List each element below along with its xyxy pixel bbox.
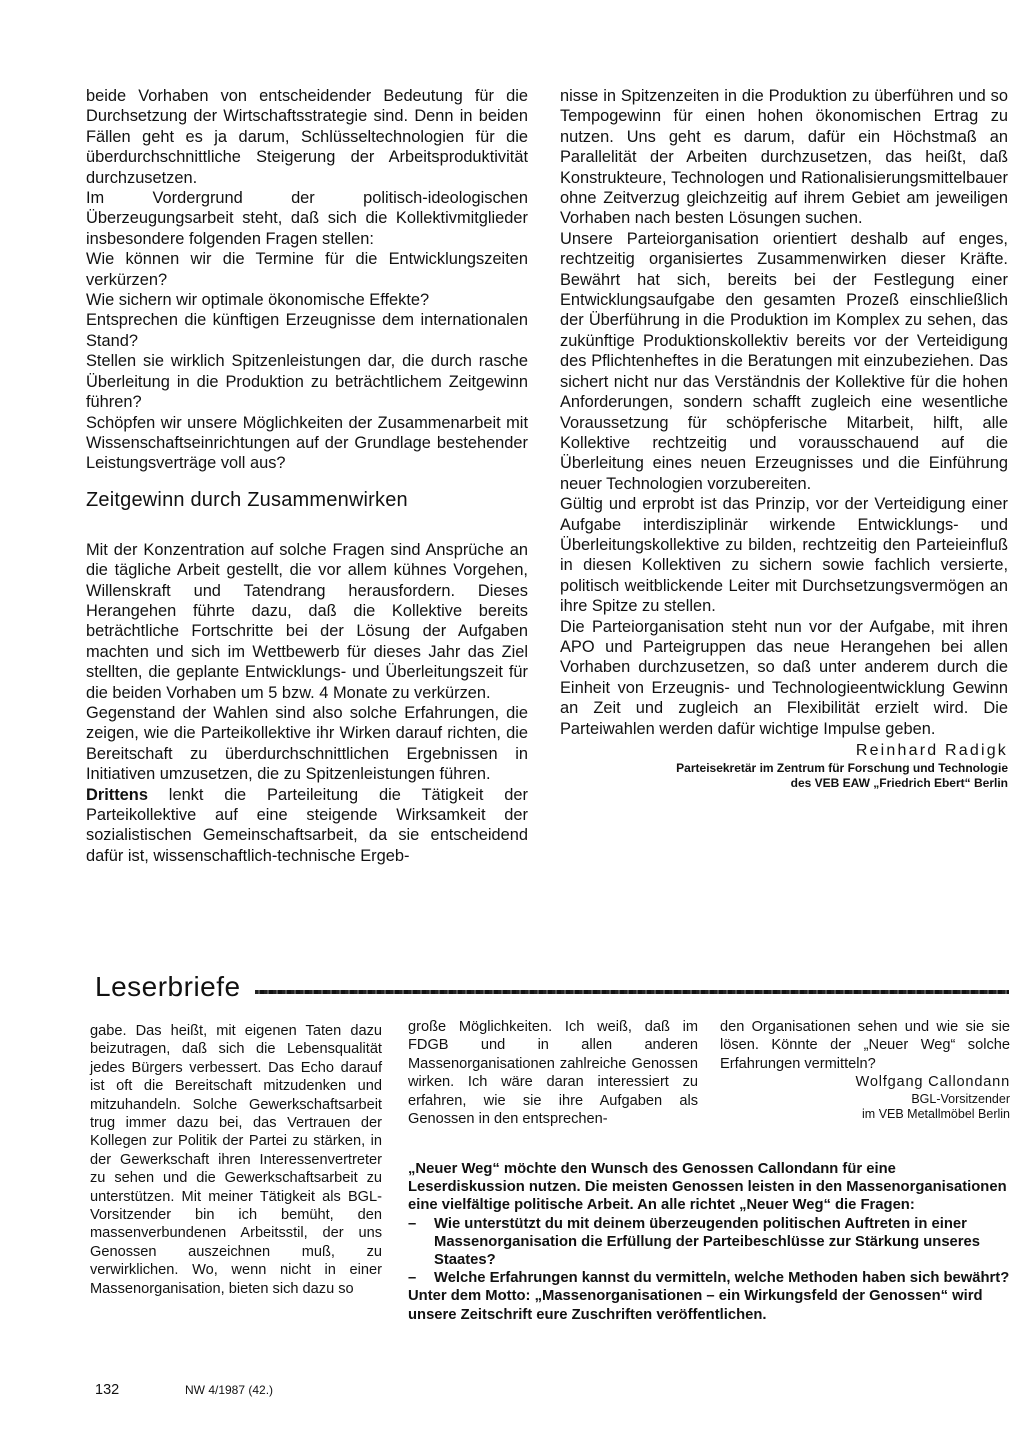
paragraph: Mit der Konzentration auf solche Fragen sind Ansprüche an die tägliche Arbeit gestellt, die vor allem kühnes Vorgehen, Willenskraft und Tatendrang herausfordern. Dieses Herangehen führte dazu, daß die Kollektive bereits beträchtliche Fortschritte bei der Lösung der Aufgaben machten und sich im Wettbewerb für dieses Jahr das Ziel stellten, die geplante Entwicklungs- und Überleitungszeit für die beiden Vorhaben um 5 bzw. 4 Monate zu verkürzen.: [86, 540, 528, 702]
paragraph: Stellen sie wirklich Spitzenleistungen dar, die durch rasche Überleitung in die Produktion zu beträchtlichem Zeitgewinn führen?: [86, 352, 528, 412]
paragraph: Unsere Parteiorganisation orientiert deshalb auf enges, rechtzeitig organisiertes Zusammenwirken dieser Kräfte. Bewährt hat sich, bereits bei der Festlegung einer Entwicklungsaufgabe den gesamten Prozeß einschließlich der Überführung in die Produktion im Komplex zu sehen, das zukünftige Produktionskollektiv bereits vor der Verteidigung des Pflichtenheftes in die Beratungen mit einzubeziehen. Das sichert nicht nur das Verständnis der Kollektive für die hohen Anforderungen, sondern schafft zugleich eine wesentliche Voraussetzung für schöpferische Mitarbeit, hilft, alle Kollektive rechtzeitig und vorausschauend auf die Überleitung eines neuen Erzeugnisses und die Einführung neuer Technologien vorzubereiten.: [560, 229, 1008, 493]
page-number: 132: [95, 1382, 120, 1398]
paragraph: beide Vorhaben von entscheidender Bedeutung für die Durchsetzung der Wirtschaftsstrategie sind. Denn in beiden Fällen geht es ja darum, Schlüsseltechnologien für die überdurchschnittliche Steigerung der Arbeitsproduktivität durchzusetzen.: [86, 87, 528, 187]
list-item: – Welche Erfahrungen kannst du vermitteln, welche Methoden haben sich bewährt?: [408, 1270, 1010, 1287]
author-title: BGL-Vorsitzender: [911, 1091, 1010, 1106]
paragraph: Gültig und erprobt ist das Prinzip, vor der Verteidigung einer Aufgabe interdisziplinär wirkende Entwicklungs- und Überleitungskollektive zu bilden, rechtzeitig den Parteieinfluß in diesen Kollektiven zu sichern sowie fachlich versierte, politisch weitblickende Leiter mit Durchsetzungsvermögen an ihre Spitze zu stellen.: [560, 495, 1008, 616]
paragraph: große Möglichkeiten. Ich weiß, daß im FDGB und in allen anderen Massenorganisationen zahlreiche Genossen wirken. Ich wäre daran interessiert zu erfahren, wie sie ihre Aufgaben als Genossen in den entsprechen-: [408, 1019, 698, 1128]
page-footer: [95, 1382, 273, 1398]
author-name: Wolfgang Callondann: [855, 1074, 1010, 1091]
paragraph: Die Parteiorganisation steht nun vor der Aufgabe, mit ihren APO und Parteigruppen das neue Herangehen bei allen Vorhaben durchzusetzen, so daß unter anderem durch die Einheit von Erzeugnis- und Technologieentwicklung Gewinn an Zeit und zugleich an Flexibilität erzielt wird. Die Parteiwahlen werden dafür wichtige Impulse geben.: [560, 617, 1008, 738]
article-column-right: [560, 86, 1008, 791]
list-item: – Wie unterstützt du mit deinem überzeugenden politischen Auftreten in einer Massenorganisation die Erfüllung der Parteibeschlüsse zur Stärkung unseres Staates?: [408, 1215, 980, 1269]
section-rule: [255, 990, 1009, 994]
author-title: Parteisekretär im Zentrum für Forschung und Technologie: [676, 761, 1008, 776]
section-header: [95, 972, 1009, 1002]
paragraph: Schöpfen wir unsere Möglichkeiten der Zusammenarbeit mit Wissenschaftseinrichtungen auf der Grundlage bestehender Leistungsverträge voll aus?: [86, 413, 528, 473]
letter-column-3: [720, 1018, 1010, 1123]
author-title: des VEB EAW „Friedrich Ebert“ Berlin: [790, 776, 1008, 791]
paragraph: den Organisationen sehen und wie sie sie lösen. Könnte der „Neuer Weg“ solche Erfahrungen vermitteln?: [720, 1019, 1010, 1072]
paragraph: Wie können wir die Termine für die Entwicklungszeiten verkürzen?: [86, 250, 528, 289]
paragraph: Entsprechen die künftigen Erzeugnisse dem internationalen Stand?: [86, 311, 528, 350]
dash-marker: –: [408, 1270, 417, 1287]
paragraph-drittens: [86, 785, 528, 867]
paragraph: Wie sichern wir optimale ökonomische Effekte?: [86, 291, 430, 310]
paragraph: nisse in Spitzenzeiten in die Produktion zu überführen und so Tempogewinn für einen hohen ökonomischen Ertrag zu nutzen. Uns geht es darum, dafür ein Höchstmaß an Parallelität der Arbeiten durchzusetzen, das heißt, daß Konstrukteure, Technologen und Rationalisierungsmittelbauer ohne Zeitverzug gleichzeitig auf ihrem Gebiet am jeweiligen Vorhaben nach besten Lösungen suchen.: [560, 87, 1008, 228]
editor-closing: Unter dem Motto: „Massenorganisationen – ein Wirkungsfeld der Genossen“ wird unsere Zeitschrift eure Zuschriften veröffentlichen.: [408, 1288, 983, 1323]
paragraph: gabe. Das heißt, mit eigenen Taten dazu beizutragen, daß sich die Lebensqualität jedes Bürgers verbessert. Das Echo darauf ist oft die Bereitschaft mitzudenken und mitzuhandeln. Solche Gewerkschaftsarbeit trug immer dazu bei, das Vertrauen der Kollegen zur Politik der Partei zu stärken, in der Gewerkschaft ihren Interessenvertreter zu sehen und die Gewerkschaftsarbeit zu unterstützen. Mit meiner Tätigkeit als BGL-Vorsitzender bin ich bemüht, den massenverbundenen Arbeitsstil, der uns Genossen auszeichnen muß, zu verwirklichen. Wo, wenn nicht in einer Massenorganisation, bieten sich dazu so: [90, 1023, 382, 1297]
dash-marker: –: [408, 1215, 417, 1232]
article-column-left: [86, 86, 528, 866]
paragraph: Gegenstand der Wahlen sind also solche Erfahrungen, die zeigen, wie die Parteikollektive ihr Wirken darauf richten, die Bereitschaft zu überdurchschnittlichen Ergebnissen in Initiativen umzusetzen, die zu Spitzenleistungen führen.: [86, 703, 528, 784]
question-list: [408, 1215, 1010, 1288]
letter-column-1: [90, 1022, 382, 1298]
paragraph-text: lenkt die Parteileitung die Tätigkeit der Parteikollektive auf eine steigende Wirksamkeit der sozialistischen Gemeinschaftsarbeit, da sie entscheidend dafür ist, wissenschaftlich-technische Ergeb-: [86, 785, 528, 865]
letter-column-2: [408, 1018, 698, 1128]
paragraph: Im Vordergrund der politisch-ideologischen Überzeugungsarbeit steht, daß sich die Kollektivmitglieder insbesondere folgenden Fragen stellen:: [86, 189, 528, 248]
author-name: Reinhard Radigk: [855, 742, 1008, 759]
editor-note: [408, 1160, 1010, 1324]
editor-intro: „Neuer Weg“ möchte den Wunsch des Genossen Callondann für eine Leserdiskussion nutzen. Die meisten Genossen leisten in den Massenorganisationen eine vielfältige politische Arbeit. An alle richtet „Neuer Weg“ die Fragen:: [408, 1161, 1007, 1214]
author-title: im VEB Metallmöbel Berlin: [862, 1107, 1010, 1122]
issue-label: NW 4/1987 (42.): [185, 1383, 274, 1397]
section-title: Leserbriefe: [95, 971, 241, 1002]
bold-lead: Drittens: [86, 785, 148, 804]
section-heading: Zeitgewinn durch Zusammenwirken: [86, 488, 408, 511]
